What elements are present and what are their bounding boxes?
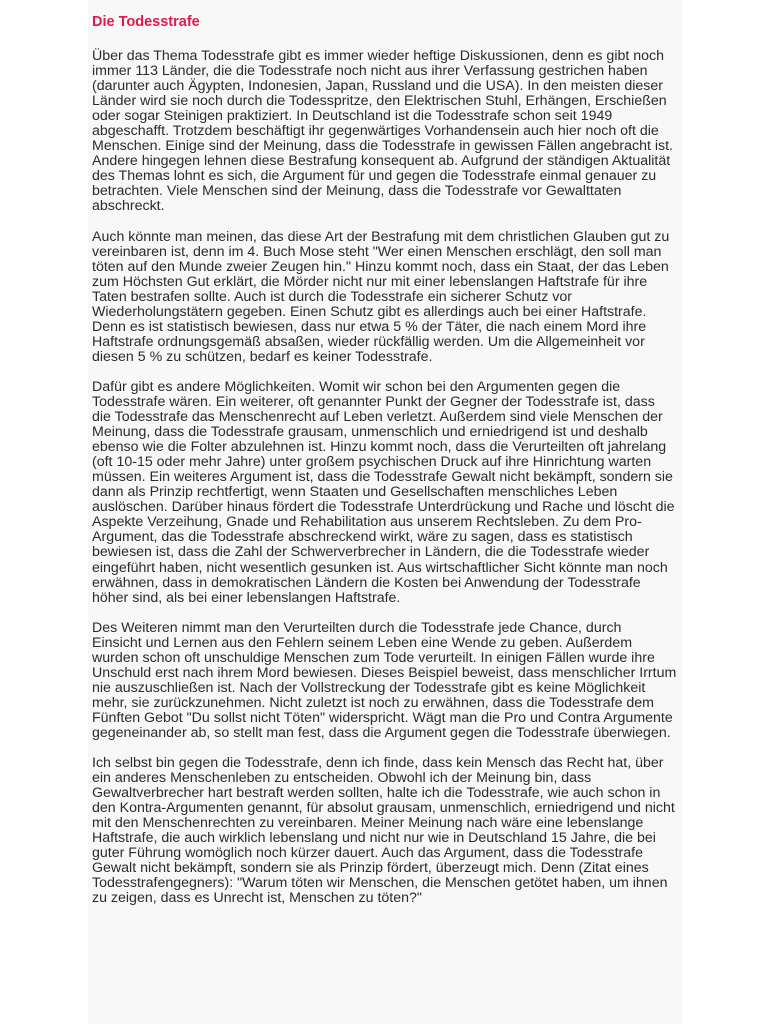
paragraph-3: Dafür gibt es andere Möglichkeiten. Womit wir schon bei den Argumenten gegen die Todesstrafe wären. Ein weiterer, oft genannter Punkt der Gegner der Todesstrafe ist, dass die Todesstrafe das Menschenrecht auf Leben verletzt. Außerdem sind viele Menschen der Meinung, dass die Todesstrafe grausam, unmenschlich und erniedrigend ist und deshalb ebenso wie die Folter abzulehnen ist. Hinzu kommt noch, dass die Verurteilten oft jahrelang (oft 10-15 oder mehr Jahre) unter großem psychischen Druck auf ihre Hinrichtung warten müssen. Ein weiteres Argument ist, dass die Todesstrafe Gewalt nicht bekämpft, sondern sie dann als Prinzip rechtfertigt, wenn Staaten und Gesellschaften menschliches Leben auslöschen. Darüber hinaus fördert die Todesstrafe Unterdrückung und Rache und löscht die Aspekte Verzeihung, Gnade und Rehabilitation aus unserem Rechtsleben. Zu dem Pro- Argument, das die Todesstrafe abschreckend wirkt, wäre zu sagen, dass es statistisch bewiesen ist, dass die Zahl der Schwerverbrecher in Ländern, die die Todesstrafe wieder eingeführt haben, nicht wesentlich gesunken ist. Aus wirtschaftlicher Sicht könnte man noch erwähnen, dass in demokratischen Ländern die Kosten bei Anwendung der Todesstrafe höher sind, als bei einer lebenslangen Haftstrafe. [92, 378, 675, 606]
paragraph-2: Auch könnte man meinen, das diese Art der Bestrafung mit dem christlichen Glauben gut zu vereinbaren ist, denn im 4. Buch Mose steht "Wer einen Menschen erschlägt, den soll man töten auf den Munde zweier Zeugen hin." Hinzu kommt noch, dass ein Staat, der das Leben zum Höchsten Gut erklärt, die Mörder nicht nur mit einer lebenslangen Haftstrafe für ihre Taten bestrafen sollte. Auch ist durch die Todesstrafe ein sicherer Schutz vor Wiederholungstätern gegeben. Einen Schutz gibt es allerdings auch bei einer Haftstrafe. Denn es ist statistisch bewiesen, dass nur etwa 5 % der Täter, die nach einem Mord ihre Haftstrafe ordnungsgemäß absaßen, wieder rückfällig werden. Um die Allgemeinheit vor diesen 5 % zu schützen, bedarf es keiner Todesstrafe. [92, 228, 670, 365]
document-content [92, 12, 682, 921]
paragraph-4: Des Weiteren nimmt man den Verurteilten durch die Todesstrafe jede Chance, durch Einsicht und Lernen aus den Fehlern seinem Leben eine Wende zu geben. Außerdem wurden schon oft unschuldige Menschen zum Tode verurteilt. In einigen Fällen wurde ihre Unschuld erst nach ihrem Mord bewiesen. Dieses Beispiel beweist, dass menschlicher Irrtum nie auszuschließen ist. Nach der Vollstreckung der Todesstrafe gibt es keine Möglichkeit mehr, sie zurückzunehmen. Nicht zuletzt ist noch zu erwähnen, dass die Todesstrafe dem Fünften Gebot "Du sollst nicht Töten" widerspricht. Wägt man die Pro und Contra Argumente gegeneinander ab, so stellt man fest, dass die Argument gegen die Todesstrafe überwiegen. [92, 619, 677, 741]
paragraph-5: Ich selbst bin gegen die Todesstrafe, denn ich finde, dass kein Mensch das Recht hat, über ein anderes Menschenleben zu entscheiden. Obwohl ich der Meinung bin, dass Gewaltverbrecher hart bestraft werden sollten, halte ich die Todesstrafe, wie auch schon in den Kontra-Argumenten genannt, für absolut grausam, unmenschlich, erniedrigend und nicht mit den Menschenrechten zu vereinbaren. Meiner Meinung nach wäre eine lebenslange Haftstrafe, die auch wirklich lebenslang und nicht nur wie in Deutschland 15 Jahre, die bei guter Führung womöglich noch kürzer dauert. Auch das Argument, dass die Todesstrafe Gewalt nicht bekämpft, sondern sie als Prinzip fördert, überzeugt mich. Denn (Zitat eines Todesstrafengegners): "Warum töten wir Menschen, die Menschen getötet haben, um ihnen zu zeigen, dass es Unrecht ist, Menschen zu töten?" [92, 755, 675, 907]
document-title: Die Todesstrafe [92, 14, 200, 30]
paragraph-1: Über das Thema Todesstrafe gibt es immer wieder heftige Diskussionen, denn es gibt noch immer 113 Länder, die die Todesstrafe noch nicht aus ihrer Verfassung gestrichen haben (darunter auch Ägypten, Indonesien, Japan, Russland und die USA). In den meisten dieser Länder wird sie noch durch die Todesspritze, den Elektrischen Stuhl, Erhängen, Erschießen oder sogar Steinigen praktiziert. In Deutschland ist die Todesstrafe schon seit 1949 abgeschafft. Trotzdem beschäftigt ihr gegenwärtiges Vorhandensein auch hier noch oft die Menschen. Einige sind der Meinung, dass die Todesstrafe in gewissen Fällen angebracht ist. Andere hingegen lehnen diese Bestrafung konsequent ab. Aufgrund der ständigen Aktualität des Themas lohnt es sich, die Argument für und gegen die Todesstrafe einmal genauer zu betrachten. Viele Menschen sind der Meinung, dass die Todesstrafe vor Gewalttaten abschreckt. [92, 48, 673, 215]
